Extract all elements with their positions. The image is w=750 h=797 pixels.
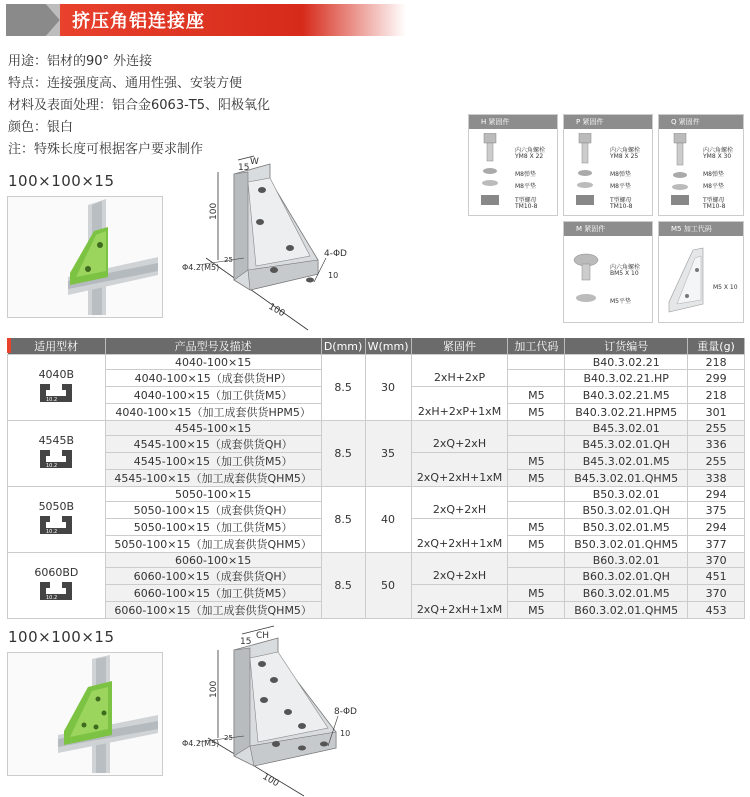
fastener-parts-icon [475, 133, 505, 213]
fastener-card-title: P 紧固件 [564, 115, 652, 129]
weight-cell: 336 [688, 436, 745, 453]
fastener-cell [411, 553, 508, 568]
weight-cell: 255 [688, 453, 745, 470]
desc-cell: 5050-100×15（加工成套供货QHM5） [105, 536, 321, 553]
order-cell: B50.3.02.01.QH [565, 502, 688, 519]
dim1-w-label: W [250, 157, 259, 167]
fastener-label: 内六角螺栓 [703, 147, 734, 154]
col-header: 加工代码 [508, 338, 565, 355]
spec-material: 材料及表面处理：铝合金6063-T5、阳极氧化 [8, 98, 270, 113]
material-cell [8, 553, 106, 619]
code-cell [508, 355, 565, 370]
fastener-card-title: M 紧固件 [564, 222, 652, 236]
table-row [8, 355, 745, 370]
col-header: 产品型号及描述 [105, 338, 321, 355]
profile-section-icon [34, 382, 78, 404]
fastener-label: M5 X 10 [713, 284, 738, 291]
fastener-card-q [658, 114, 744, 216]
technical-drawing-1 [178, 150, 368, 335]
fastener-cell [411, 585, 508, 602]
section2-title: 100×100×15 [8, 628, 115, 646]
desc-cell: 5050-100×15（加工供货M5） [105, 519, 321, 536]
bracket-icon [663, 246, 713, 316]
weight-cell: 370 [688, 553, 745, 568]
code-cell: M5 [508, 602, 565, 619]
section1-title: 100×100×15 [8, 172, 115, 190]
d-cell: 8.5 [321, 553, 365, 619]
material-cell [8, 421, 106, 487]
material-name: 5050B [38, 500, 75, 513]
fastener-label: M8平垫 [515, 183, 536, 190]
dim2-height: 100 [209, 680, 219, 698]
fastener-label: M8平垫 [610, 183, 631, 190]
fastener-cell: 2xQ+2xH [411, 436, 508, 453]
fastener-label: 内六角螺栓 [610, 264, 641, 271]
code-cell [508, 553, 565, 568]
weight-cell: 377 [688, 536, 745, 553]
dim2-hole-d: 8-ΦD [334, 707, 357, 717]
order-cell: B50.3.02.01 [565, 487, 688, 502]
material-name: 6060BD [34, 566, 79, 579]
col-header: 重量(g) [688, 338, 745, 355]
fastener-label: TM10-8 [515, 203, 538, 210]
code-cell [508, 487, 565, 502]
code-cell: M5 [508, 470, 565, 487]
desc-cell: 6060-100×15（加工供货M5） [105, 585, 321, 602]
dim1-hole-d: 4-ΦD [324, 249, 347, 259]
code-cell: M5 [508, 404, 565, 421]
code-cell: M5 [508, 585, 565, 602]
dim1-height: 100 [209, 202, 219, 220]
desc-cell: 4040-100×15（成套供货HP） [105, 370, 321, 387]
fastener-cell: 2xQ+2xH [411, 502, 508, 519]
weight-cell: 338 [688, 470, 745, 487]
dim1-w: 15 [238, 163, 250, 173]
fastener-label: M8弹垫 [515, 171, 536, 178]
dim1-ten: 10 [328, 271, 339, 280]
order-cell: B40.3.02.21.HP [565, 370, 688, 387]
code-cell [508, 370, 565, 387]
fastener-label: M5平垫 [610, 298, 631, 305]
table-row [8, 487, 745, 502]
material-name: 4040B [38, 368, 75, 381]
profile-section-icon [34, 514, 78, 536]
weight-cell: 218 [688, 355, 745, 370]
fastener-label: YM8 X 22 [515, 153, 544, 160]
order-cell: B45.3.02.01 [565, 421, 688, 436]
fastener-label: M8弹垫 [610, 171, 631, 178]
fastener-cell [411, 421, 508, 436]
code-cell: M5 [508, 519, 565, 536]
fastener-cell: 2xH+2xP [411, 370, 508, 387]
desc-cell: 4545-100×15（加工供货M5） [105, 453, 321, 470]
fastener-cell [411, 487, 508, 502]
weight-cell: 375 [688, 502, 745, 519]
spec-usage: 用途：铝材的90° 外连接 [8, 54, 153, 69]
fastener-cell [411, 355, 508, 370]
fastener-cell: 2xQ+2xH+1xM [411, 536, 508, 553]
fastener-label: M8弹垫 [703, 171, 724, 178]
w-cell: 40 [365, 487, 411, 553]
fastener-card-m5 [658, 221, 744, 323]
fastener-label: TM10-8 [610, 203, 633, 210]
order-cell: B60.3.02.01 [565, 553, 688, 568]
fastener-cell [411, 453, 508, 470]
fastener-card-title: Q 紧固件 [659, 115, 743, 129]
code-cell [508, 502, 565, 519]
desc-cell: 6060-100×15 [105, 553, 321, 568]
fastener-cell: 2xH+2xP+1xM [411, 404, 508, 421]
fastener-card-p [563, 114, 653, 216]
fastener-cell: 2xQ+2xH+1xM [411, 470, 508, 487]
profile-section-icon [34, 580, 78, 602]
weight-cell: 218 [688, 387, 745, 404]
svg-text:10.2: 10.2 [46, 397, 58, 403]
dim1-length: 100 [266, 301, 287, 320]
col-header: W(mm) [365, 338, 411, 355]
fastener-cell: 2xQ+2xH [411, 568, 508, 585]
order-cell: B45.3.02.01.QHM5 [565, 470, 688, 487]
chevron-decoration-icon [6, 4, 66, 36]
dim1-25: 25 [224, 256, 233, 264]
w-cell: 50 [365, 553, 411, 619]
fastener-card-m [563, 221, 653, 323]
col-header: D(mm) [321, 338, 365, 355]
technical-drawing-2 [178, 620, 378, 797]
fastener-label: M8平垫 [703, 183, 724, 190]
material-cell [8, 487, 106, 553]
table-row [8, 421, 745, 436]
weight-cell: 453 [688, 602, 745, 619]
page-header [6, 4, 426, 36]
spec-note: 注：特殊长度可根据客户要求制作 [8, 142, 204, 157]
fastener-label: YM8 X 25 [610, 153, 639, 160]
fastener-label: T型螺母 [515, 197, 537, 204]
desc-cell: 6060-100×15（成套供货QH） [105, 568, 321, 585]
fastener-cell [411, 387, 508, 404]
svg-text:10.2: 10.2 [46, 529, 58, 535]
order-cell: B40.3.02.21 [565, 355, 688, 370]
dim2-w: 15 [240, 637, 252, 647]
code-cell: M5 [508, 536, 565, 553]
fastener-label: 内六角螺栓 [610, 147, 641, 154]
material-name: 4545B [38, 434, 75, 447]
order-cell: B45.3.02.01.QH [565, 436, 688, 453]
code-cell: M5 [508, 387, 565, 404]
desc-cell: 5050-100×15 [105, 487, 321, 502]
weight-cell: 255 [688, 421, 745, 436]
weight-cell: 294 [688, 487, 745, 502]
dim2-m5: Φ4.2(M5) [182, 739, 220, 748]
page-title: 挤压角铝连接座 [72, 11, 205, 32]
table-accent [7, 338, 11, 353]
col-header: 紧固件 [411, 338, 508, 355]
desc-cell: 4040-100×15 [105, 355, 321, 370]
w-cell: 35 [365, 421, 411, 487]
weight-cell: 299 [688, 370, 745, 387]
spec-table-wrap [7, 338, 745, 619]
fastener-card-title: M5 加工代码 [659, 222, 743, 236]
spec-table [7, 338, 745, 619]
col-header: 适用型材 [8, 338, 106, 355]
code-cell [508, 568, 565, 585]
fastener-label: YM8 X 30 [703, 153, 732, 160]
fastener-label: T型螺母 [610, 197, 632, 204]
desc-cell: 5050-100×15（成套供货QH） [105, 502, 321, 519]
product-photo-image [8, 653, 162, 775]
order-cell: B50.3.02.01.QHM5 [565, 536, 688, 553]
spec-features: 特点：连接强度高、通用性强、安装方便 [8, 76, 243, 91]
spec-color: 颜色：银白 [8, 120, 74, 135]
code-cell [508, 421, 565, 436]
fastener-card-h [468, 114, 558, 216]
profile-section-icon [34, 448, 78, 470]
fastener-parts-icon [568, 252, 608, 312]
order-cell: B60.3.02.01.M5 [565, 585, 688, 602]
d-cell: 8.5 [321, 355, 365, 421]
table-row [8, 553, 745, 568]
fastener-cell: 2xQ+2xH+1xM [411, 602, 508, 619]
fastener-card-title: H 紧固件 [469, 115, 557, 129]
table-header-row [8, 338, 745, 355]
order-cell: B60.3.02.01.QH [565, 568, 688, 585]
weight-cell: 301 [688, 404, 745, 421]
desc-cell: 4040-100×15（加工成套供货HPM5） [105, 404, 321, 421]
desc-cell: 4545-100×15（成套供货QH） [105, 436, 321, 453]
d-cell: 8.5 [321, 487, 365, 553]
order-cell: B40.3.02.21.M5 [565, 387, 688, 404]
w-cell: 30 [365, 355, 411, 421]
svg-text:10.2: 10.2 [46, 595, 58, 601]
d-cell: 8.5 [321, 421, 365, 487]
fastener-parts-icon [570, 133, 600, 213]
fastener-label: T型螺母 [703, 197, 725, 204]
order-cell: B60.3.02.01.QHM5 [565, 602, 688, 619]
fastener-label: BM5 X 10 [610, 270, 639, 277]
desc-cell: 6060-100×15（加工成套供货QHM5） [105, 602, 321, 619]
dim2-ch: CH [256, 631, 270, 641]
weight-cell: 451 [688, 568, 745, 585]
order-cell: B40.3.02.21.HPM5 [565, 404, 688, 421]
dim2-25: 25 [224, 734, 233, 742]
product-photo-image [8, 197, 162, 317]
dim2-length: 100 [260, 771, 281, 790]
fastener-cell [411, 519, 508, 536]
weight-cell: 370 [688, 585, 745, 602]
product-photo-2 [7, 652, 163, 776]
fastener-label: 内六角螺栓 [515, 147, 546, 154]
col-header: 订货编号 [565, 338, 688, 355]
dim1-m5: Φ4.2(M5) [182, 263, 220, 272]
code-cell [508, 436, 565, 453]
svg-text:10.2: 10.2 [46, 463, 58, 469]
weight-cell: 294 [688, 519, 745, 536]
material-cell [8, 355, 106, 421]
fastener-label: TM10-8 [703, 203, 726, 210]
order-cell: B50.3.02.01.M5 [565, 519, 688, 536]
code-cell: M5 [508, 453, 565, 470]
product-photo-1 [7, 196, 163, 318]
desc-cell: 4545-100×15 [105, 421, 321, 436]
desc-cell: 4040-100×15（加工供货M5） [105, 387, 321, 404]
desc-cell: 4545-100×15（加工成套供货QHM5） [105, 470, 321, 487]
order-cell: B45.3.02.01.M5 [565, 453, 688, 470]
fastener-parts-icon [665, 133, 695, 213]
dim2-ten: 10 [340, 729, 351, 738]
